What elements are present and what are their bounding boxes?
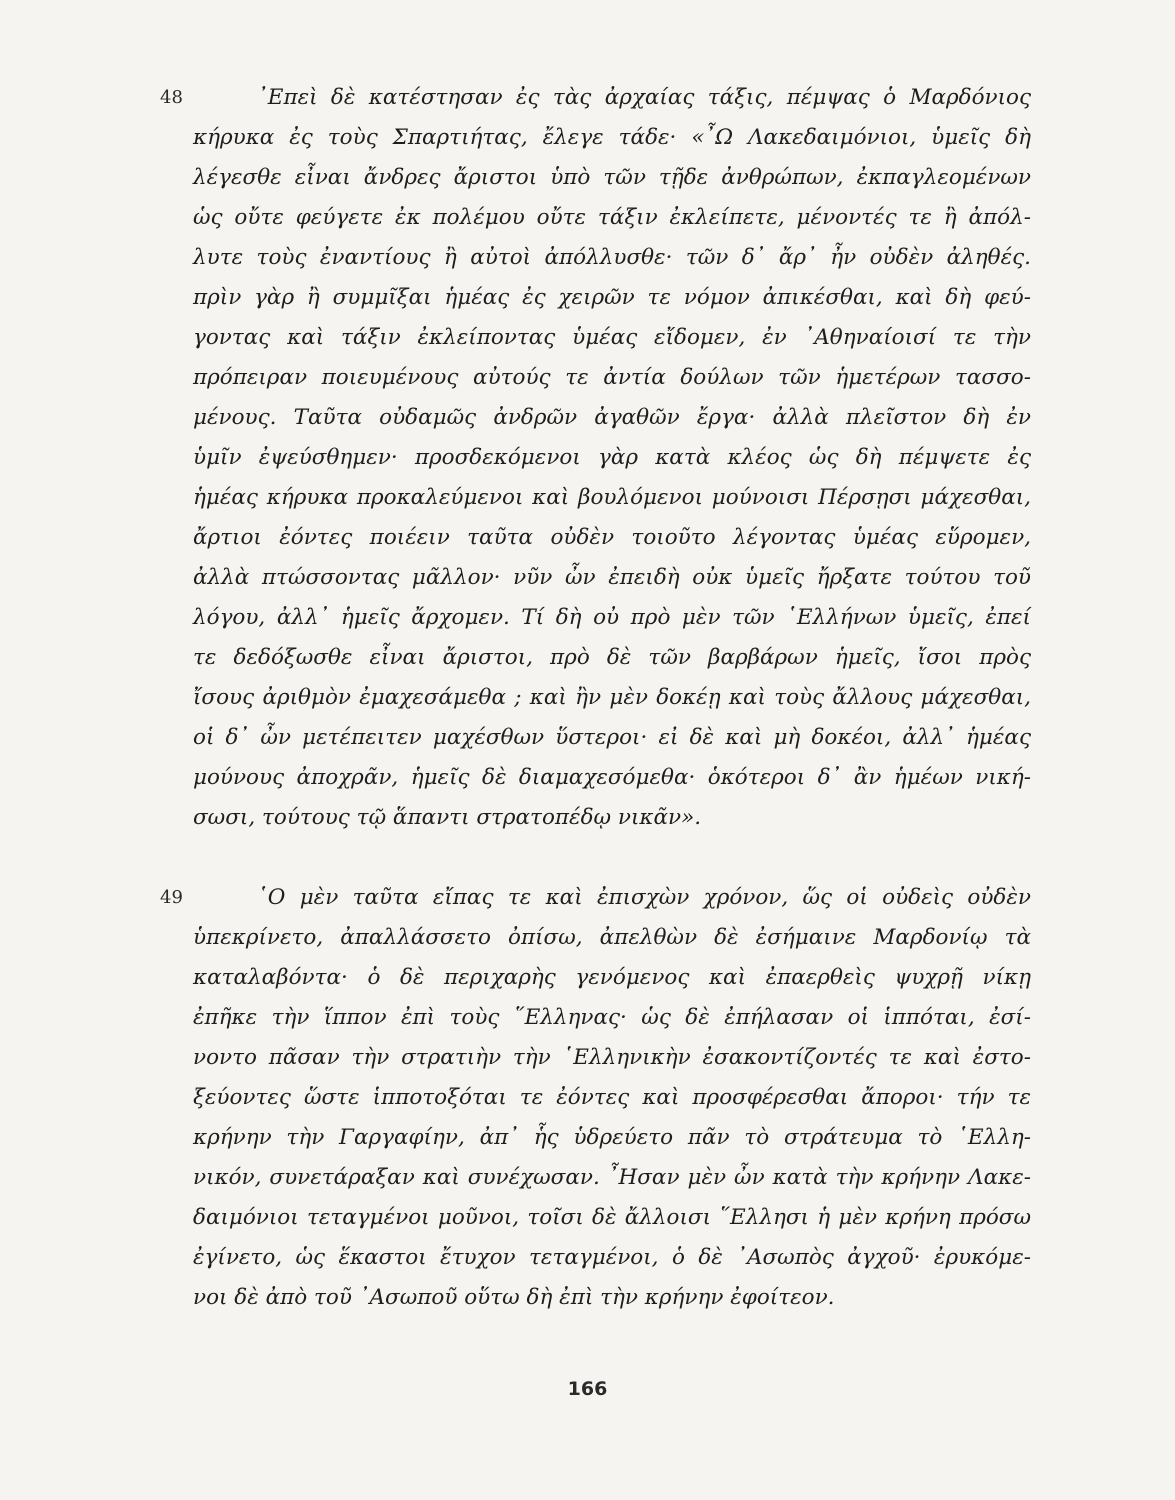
text-line: καταλαβόντα· ὁ δὲ περιχαρὴς γενόμενος καὶ ἐπαερθεὶς ψυχρῇ νίκῃ <box>193 965 1031 990</box>
text-line: γοντας καὶ τάξιν ἐκλείποντας ὑμέας εἴδομεν, ἐν ᾿Αθηναίοισί τε τὴν <box>193 325 1031 350</box>
text-line: λόγου, ἀλλ᾿ ἡμεῖς ἄρχομεν. Τί δὴ οὐ πρὸ μὲν τῶν ῾Ελλήνων ὑμεῖς, ἐπεί <box>193 605 1031 630</box>
text-line: πρὶν γὰρ ἢ συμμῖξαι ἡμέας ἐς χειρῶν τε νόμον ἀπικέσθαι, καὶ δὴ φεύ- <box>193 285 1031 310</box>
text-line: ὑπεκρίνετο, ἀπαλλάσσετο ὀπίσω, ἀπελθὼν δὲ ἐσήμαινε Μαρδονίῳ τὰ <box>193 925 1031 950</box>
text-line: ἐπῆκε τὴν ἵππον ἐπὶ τοὺς ῞Ελληνας· ὡς δὲ ἐπήλασαν οἱ ἱππόται, ἐσί- <box>193 1005 1031 1030</box>
text-line: ᾿Επεὶ δὲ κατέστησαν ἐς τὰς ἀρχαίας τάξις, πέμψας ὁ Μαρδόνιος <box>257 85 1031 110</box>
chapter-number: 48 <box>160 87 183 108</box>
text-line: λέγεσθε εἶναι ἄνδρες ἄριστοι ὑπὸ τῶν τῇδε ἀνθρώπων, ἐκπαγλεομένων <box>193 165 1031 190</box>
text-line: ξεύοντες ὥστε ἱπποτοξόται τε ἐόντες καὶ προσφέρεσθαι ἄποροι· τήν τε <box>193 1085 1031 1110</box>
text-line: ὑμῖν ἐψεύσθημεν· προσδεκόμενοι γὰρ κατὰ κλέος ὡς δὴ πέμψετε ἐς <box>193 445 1031 470</box>
text-line: ἐγίνετο, ὡς ἕκαστοι ἔτυχον τεταγμένοι, ὁ δὲ ᾿Ασωπὸς ἀγχοῦ· ἐρυκόμε- <box>193 1245 1031 1270</box>
text-line: ἀλλὰ πτώσσοντας μᾶλλον· νῦν ὦν ἐπειδὴ οὐκ ὑμεῖς ἤρξατε τούτου τοῦ <box>193 565 1031 590</box>
text-line: οἱ δ᾿ ὦν μετέπειτεν μαχέσθων ὕστεροι· εἰ δὲ καὶ μὴ δοκέοι, ἀλλ᾿ ἡμέας <box>193 725 1031 750</box>
text-line: πρόπειραν ποιευμένους αὐτούς τε ἀντία δούλων τῶν ἡμετέρων τασσο- <box>193 365 1031 390</box>
text-line: ἄρτιοι ἐόντες ποιέειν ταῦτα οὐδὲν τοιοῦτο λέγοντας ὑμέας εὕρομεν, <box>193 525 1031 550</box>
text-line: ῾Ο μὲν ταῦτα εἴπας τε καὶ ἐπισχὼν χρόνον, ὥς οἱ οὐδεὶς οὐδὲν <box>257 885 1031 910</box>
text-line: ἡμέας κήρυκα προκαλεύμενοι καὶ βουλόμενοι μούνοισι Πέρσῃσι μάχεσθαι, <box>193 485 1031 510</box>
text-line: λυτε τοὺς ἐναντίους ἢ αὐτοὶ ἀπόλλυσθε· τῶν δ᾿ ἄρ᾿ ἦν οὐδὲν ἀληθές. <box>193 245 1031 270</box>
text-line: ἴσους ἀριθμὸν ἐμαχεσάμεθα ; καὶ ἢν μὲν δοκέῃ καὶ τοὺς ἄλλους μάχεσθαι, <box>193 685 1031 710</box>
chapter-number: 49 <box>160 887 183 908</box>
text-line: νικόν, συνετάραξαν καὶ συνέχωσαν. ῏Ησαν μὲν ὦν κατὰ τὴν κρήνην Λακε- <box>193 1165 1031 1190</box>
page-number: 166 <box>567 1378 608 1400</box>
text-line: μένους. Ταῦτα οὐδαμῶς ἀνδρῶν ἀγαθῶν ἔργα· ἀλλὰ πλεῖστον δὴ ἐν <box>193 405 1031 430</box>
text-line: νοι δὲ ἀπὸ τοῦ ᾿Ασωποῦ οὕτω δὴ ἐπὶ τὴν κρήνην ἐφοίτεον. <box>193 1285 835 1310</box>
text-line: μούνους ἀποχρᾶν, ἡμεῖς δὲ διαμαχεσόμεθα· ὁκότεροι δ᾿ ἂν ἡμέων νική- <box>193 765 1031 790</box>
text-line: κρήνην τὴν Γαργαφίην, ἀπ᾿ ἧς ὑδρεύετο πᾶν τὸ στράτευμα τὸ ῾Ελλη- <box>193 1125 1031 1150</box>
text-line: νοντο πᾶσαν τὴν στρατιὴν τὴν ῾Ελληνικὴν ἐσακοντίζοντές τε καὶ ἐστο- <box>193 1045 1031 1070</box>
text-line: ὡς οὔτε φεύγετε ἐκ πολέμου οὔτε τάξιν ἐκλείπετε, μένοντές τε ἢ ἀπόλ- <box>193 205 1031 230</box>
text-line: σωσι, τούτους τῷ ἅπαντι στρατοπέδῳ νικᾶν». <box>193 805 702 830</box>
text-line: τε δεδόξωσθε εἶναι ἄριστοι, πρὸ δὲ τῶν βαρβάρων ἡμεῖς, ἴσοι πρὸς <box>193 645 1031 670</box>
text-line: δαιμόνιοι τεταγμένοι μοῦνοι, τοῖσι δὲ ἄλλοισι ῞Ελλησι ἡ μὲν κρήνη πρόσω <box>193 1205 1031 1230</box>
text-line: κήρυκα ἐς τοὺς Σπαρτιήτας, ἔλεγε τάδε· «῏Ω Λακεδαιμόνιοι, ὑμεῖς δὴ <box>193 125 1031 150</box>
